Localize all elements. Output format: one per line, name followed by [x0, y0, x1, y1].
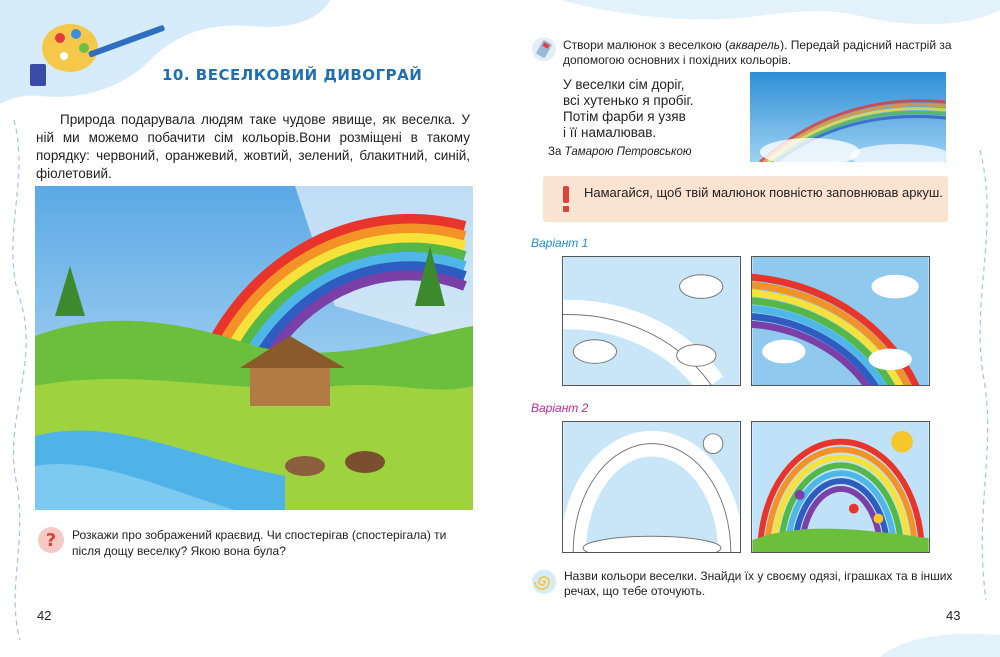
poem	[563, 77, 694, 141]
decor-dashes-left	[0, 120, 40, 640]
poem-attribution	[548, 146, 692, 158]
task-text-after: ). Передай радісний настрій за допомогою основних і похідних кольорів.	[563, 38, 952, 67]
brush-task-icon	[531, 36, 557, 62]
attribution-author: Тамарою Петровською	[564, 146, 692, 158]
exclamation-icon	[556, 184, 576, 214]
question-icon	[37, 526, 65, 554]
decor-dashes-right	[960, 150, 1000, 600]
decor-blob-top-right	[560, 0, 1000, 40]
poem-line: і її намалював.	[563, 125, 657, 140]
variant-2-sketch	[562, 421, 741, 553]
poem-line: У веселки сім доріг,	[563, 77, 685, 92]
sky-rainbow-photo	[750, 72, 946, 162]
warning-text: Намагайся, щоб твій малюнок повністю заповнював аркуш.	[584, 185, 943, 200]
svg-text:?: ?	[45, 530, 57, 551]
variant-1-label: Варіант 1	[531, 236, 589, 250]
variant-1-sketch	[562, 256, 741, 386]
palette-icon	[18, 12, 178, 102]
variant-2-colored	[751, 421, 930, 553]
bottom-task-text: Назви кольори веселки. Знайди їх у своєму одязі, іграшках та в інших речах, що тебе оточують.	[564, 569, 953, 598]
poem-line: Потім фарби я узяв	[563, 109, 686, 124]
page-number-right: 43	[946, 608, 961, 623]
poem-line: всі хутенько я пробіг.	[563, 93, 694, 108]
question-text: Розкажи про зображений краєвид. Чи спостерігав (спостерігала) ти після дощу веселку? Якою вона була?	[72, 528, 447, 558]
task-text	[563, 38, 963, 68]
intro-paragraph: Природа подарувала людям таке чудове явище, як веселка. У ній ми можемо побачити сім кольорів.Вони розміщені в такому порядку: червоний, оранжевий, жовтий, зелений, блакитний, синій, фіолетовий.	[36, 112, 470, 181]
rainbow-landscape-illustration	[35, 186, 473, 510]
page-number-left: 42	[37, 608, 52, 623]
spiral-icon	[531, 569, 557, 595]
variant-2-label: Варіант 2	[531, 401, 589, 415]
decor-blob-bottom-right	[880, 610, 1000, 657]
attribution-prefix: За	[548, 146, 565, 158]
page-title: 10. ВЕСЕЛКОВИЙ ДИВОГРАЙ	[162, 66, 423, 84]
variant-1-colored	[751, 256, 930, 386]
task-text-italic: акварель	[729, 38, 781, 52]
task-text-before: Створи малюнок з веселкою (	[563, 38, 730, 52]
